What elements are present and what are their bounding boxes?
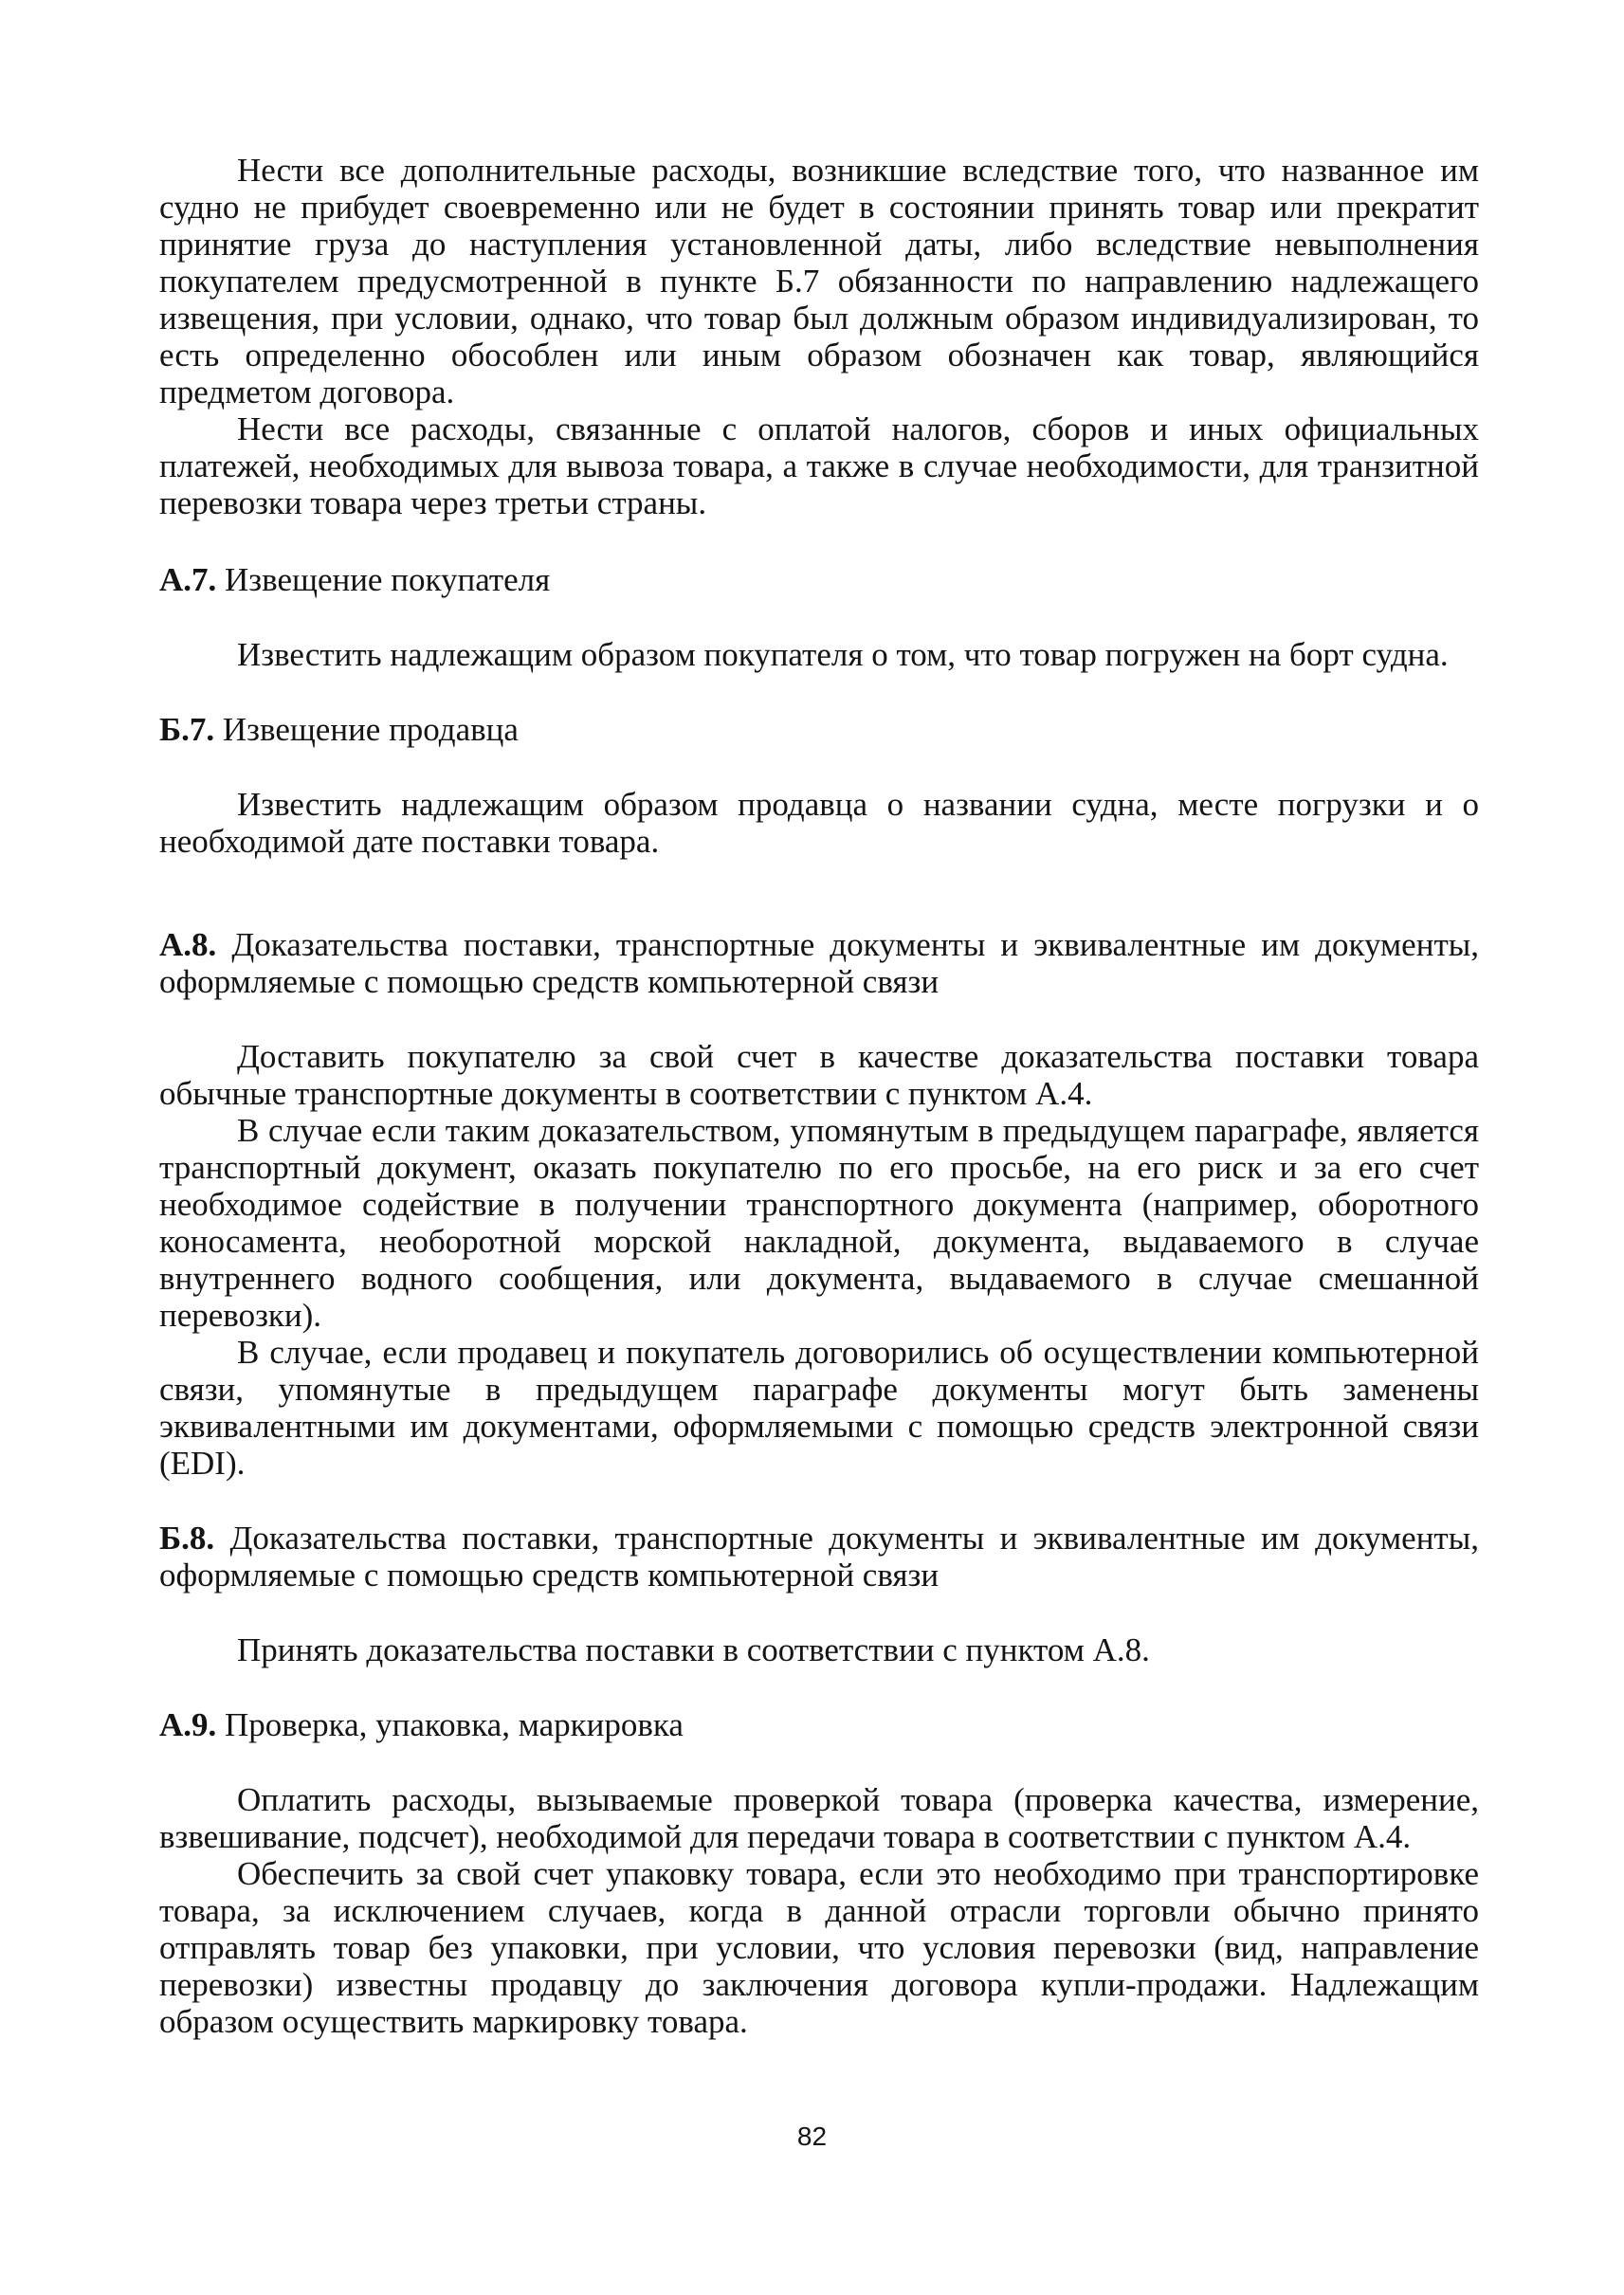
section-body-b7: Известить надлежащим образом продавца о названии судна, месте погрузки и о необходимой дате поставки товара. (159, 786, 1479, 860)
section-heading-a9 (159, 1706, 1479, 1743)
section-title-a8: Доказательства поставки, транспортные документы и эквивалентные им документы, оформляемые с помощью средств компьютерной связи (159, 926, 1479, 1000)
document-page (159, 152, 1479, 2040)
section-body-a9-inspection: Оплатить расходы, вызываемые проверкой товара (проверка качества, измерение, взвешивание, подсчет), необходимой для передачи товара в соответствии с пунктом А.4. (159, 1781, 1479, 1855)
section-heading-b7 (159, 711, 1479, 748)
section-title-b8: Доказательства поставки, транспортные документы и эквивалентные им документы, оформляемые с помощью средств компьютерной связи (159, 1520, 1479, 1594)
section-title-a9: Проверка, упаковка, маркировка (225, 1706, 684, 1743)
section-heading-a8 (159, 926, 1479, 1000)
section-code-a8: А.8. (159, 926, 217, 963)
section-body-a9-packaging: Обеспечить за свой счет упаковку товара, если это необходимо при транспортировке товара, за исключением случаев, когда в данной отрасли торговли обычно принято отправлять товар без упаковки, при условии, что условия перевозки (вид, направление перевозки) известны продавцу до заключения договора купли-продажи. Надлежащим образом осуществить маркировку товара. (159, 1855, 1479, 2040)
paragraph-additional-expenses: Нести все дополнительные расходы, возникшие вследствие того, что названное им судно не прибудет своевременно или не будет в состоянии принять товар или прекратит принятие груза до наступления установленной даты, либо вследствие невыполнения покупателем предусмотренной в пункте Б.7 обязанности по направлению надлежащего извещения, при условии, однако, что товар был должным образом индивидуализирован, то есть определенно обособлен или иным образом обозначен как товар, являющийся предметом договора. (159, 152, 1479, 410)
section-code-a9: А.9. (159, 1706, 217, 1743)
page-number: 82 (796, 2122, 828, 2151)
section-body-a8-edi: В случае, если продавец и покупатель договорились об осуществлении компьютерной связи, упомянутые в предыдущем параграфе документы могут быть заменены эквивалентными им документами, оформляемыми с помощью средств электронной связи (EDI). (159, 1334, 1479, 1482)
section-code-a7: А.7. (159, 561, 217, 598)
section-body-a8-transport-document: В случае если таким доказательством, упомянутым в предыдущем параграфе, является транспортный документ, оказать покупателю по его просьбе, на его риск и за его счет необходимое содействие в получении транспортного документа (например, оборотного коносамента, необоротной морской накладной, документа, выдаваемого в случае внутреннего водного сообщения, или документа, выдаваемого в случае смешанной перевозки). (159, 1112, 1479, 1334)
section-title-a7: Извещение покупателя (225, 561, 551, 598)
section-heading-a7 (159, 561, 1479, 598)
section-title-b7: Извещение продавца (222, 711, 519, 748)
section-code-b8: Б.8. (159, 1520, 215, 1557)
paragraph-taxes-fees: Нести все расходы, связанные с оплатой налогов, сборов и иных официальных платежей, необходимых для вывоза товара, а также в случае необходимости, для транзитной перевозки товара через третьи страны. (159, 410, 1479, 521)
section-body-a7: Известить надлежащим образом покупателя о том, что товар погружен на борт судна. (237, 636, 1449, 673)
section-body-a8-delivery: Доставить покупателю за свой счет в качестве доказательства поставки товара обычные транспортные документы в соответствии с пунктом А.4. (159, 1038, 1479, 1112)
section-heading-b8 (159, 1520, 1479, 1594)
section-body-b8: Принять доказательства поставки в соответствии с пунктом А.8. (237, 1631, 1150, 1668)
section-code-b7: Б.7. (159, 711, 215, 748)
